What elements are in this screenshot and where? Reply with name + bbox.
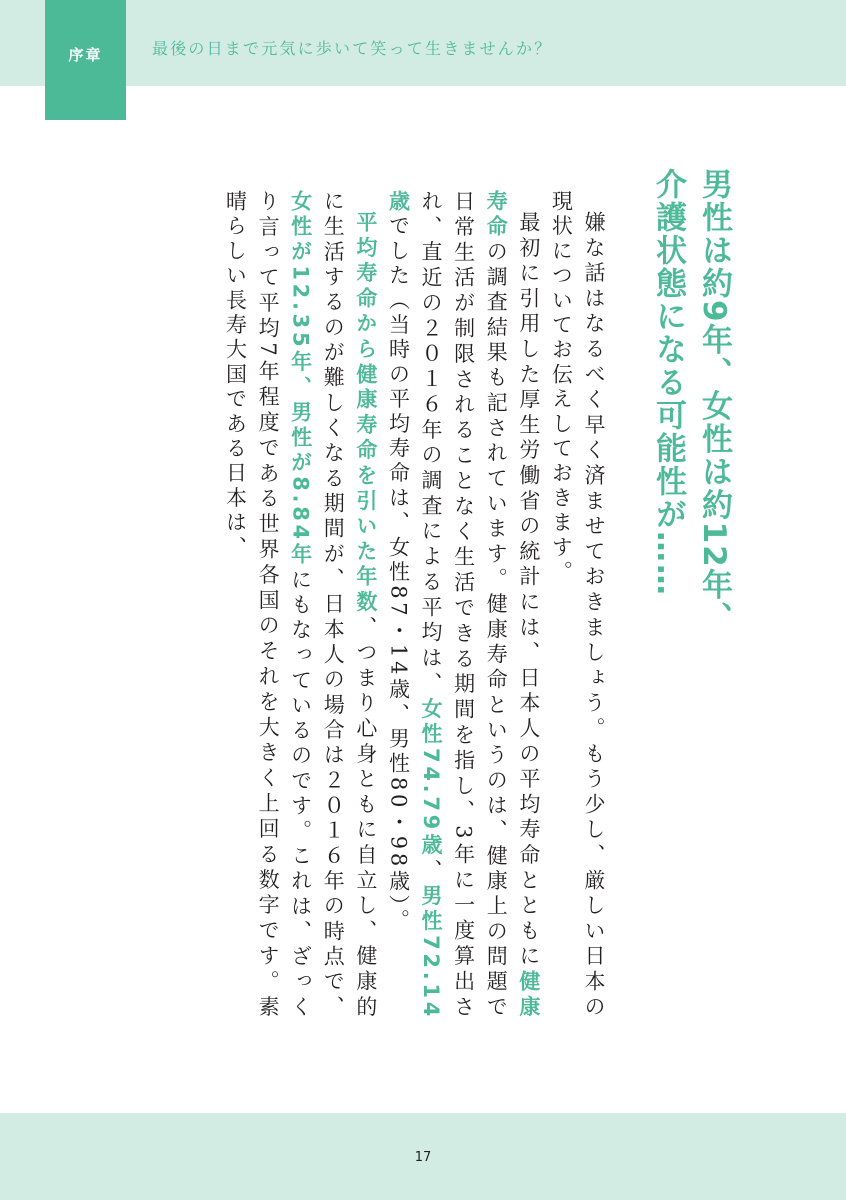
body-text bbox=[150, 190, 610, 1020]
chapter-label: 序章 bbox=[68, 46, 103, 64]
paragraph-2-text-c: 、 bbox=[419, 858, 444, 885]
page-number: 17 bbox=[414, 1150, 432, 1165]
heading-line-2: 介護状態になる可能性が…… bbox=[650, 168, 686, 597]
paragraph-3 bbox=[219, 190, 382, 1020]
paragraph-1: 嫌な話はなるべく早く済ませておきましょう。もう少し、厳しい日本の現状についてお伝えしておきます。 bbox=[549, 190, 606, 1020]
highlight-healthy-life-expectancy: 健康寿命 bbox=[484, 190, 541, 1020]
paragraph-3-text-b: にもなっているのです。これは、ざっくり言って平均7年程度である世界各国のそれを大きく上回る数字です。素晴らしい長寿大国である日本は、 bbox=[223, 190, 313, 1020]
heading-line-1: 男性は約9年、女性は約12年、 bbox=[696, 168, 732, 635]
paragraph-2 bbox=[382, 190, 545, 1020]
chapter-tab bbox=[45, 0, 126, 120]
highlight-years-difference: 平均寿命から健康寿命を引いた年数 bbox=[353, 211, 378, 616]
highlight-male-healthy-age: 男性72.14歳 bbox=[386, 190, 444, 1020]
paragraph-2-text-d: でした（当時の平均寿命は、女性87・14歳、男性80・98歳）。 bbox=[386, 214, 411, 934]
paragraph-2-text-a: 最初に引用した厚生労働省の統計には、日本人の平均寿命とともに bbox=[516, 211, 541, 970]
running-title: 最後の日まで元気に歩いて笑って生きませんか？ bbox=[152, 39, 553, 58]
paragraph-3-text-a: 、つまり心身ともに自立し、健康的に生活するのが難しくなる期間が、日本人の場合は２０１６年の時点で、 bbox=[321, 190, 378, 1020]
highlight-female-healthy-age: 女性74.79歳 bbox=[419, 697, 444, 859]
paragraph-2-text-b: の調査結果も記されています。健康寿命というのは、健康上の問題で日常生活が制限されることなく生活できる期間を指し、3年に一度算出され、直近の２０１６年の調査による平均は、 bbox=[419, 190, 509, 1020]
highlight-gap-years: 女性が12.35年、男性が8.84年 bbox=[288, 190, 313, 569]
